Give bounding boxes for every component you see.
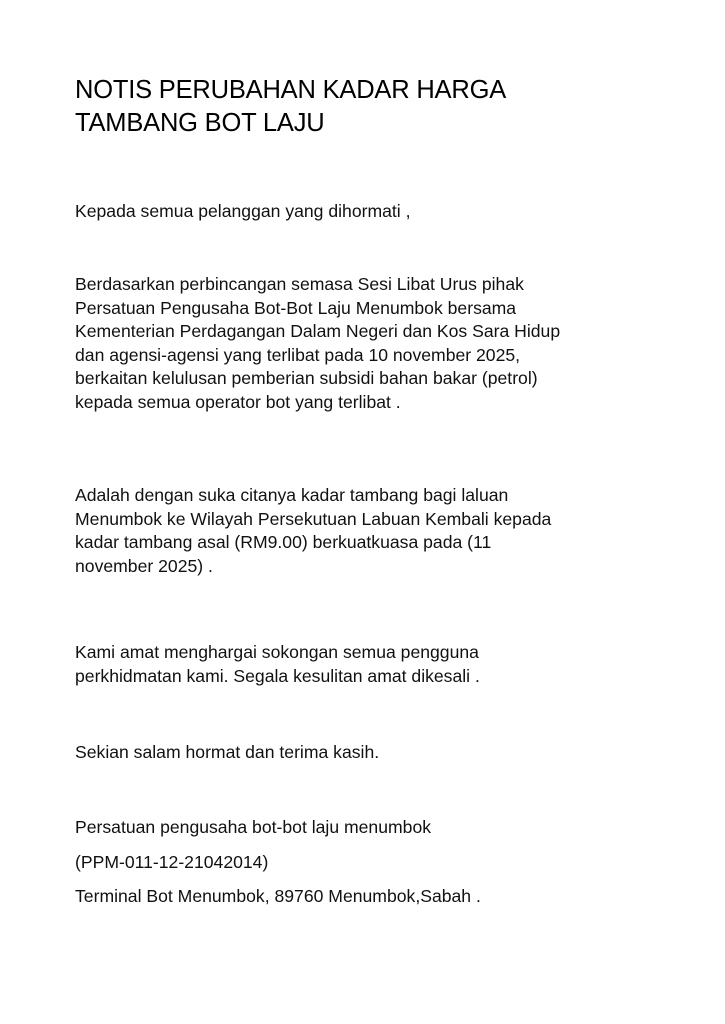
closing-text: Sekian salam hormat dan terima kasih. — [75, 742, 380, 762]
paragraph-line: dan agensi-agensi yang terlibat pada 10 november 2025, — [75, 344, 521, 365]
paragraph-line: Kementerian Perdagangan Dalam Negeri dan Kos Sara Hidup — [75, 321, 561, 341]
notice-title-line-2: TAMBANG BOT LAJU — [75, 109, 325, 137]
paragraph-line: Berdasarkan perbincangan semasa Sesi Libat Urus pihak — [75, 274, 524, 294]
signature-organization: Persatuan pengusaha bot-bot laju menumbok — [75, 817, 432, 837]
paragraph-line: Persatuan Pengusaha Bot-Bot Laju Menumbok bersama — [75, 297, 517, 318]
paragraph-fare-change — [75, 484, 551, 578]
paragraph-line: Adalah dengan suka citanya kadar tambang bagi laluan — [75, 485, 509, 505]
signature-address: Terminal Bot Menumbok, 89760 Menumbok,Sabah . — [75, 886, 481, 906]
paragraph-line: kadar tambang asal (RM9.00) berkuatkuasa pada (11 — [75, 532, 492, 552]
paragraph-line: berkaitan kelulusan pemberian subsidi bahan bakar (petrol) — [75, 368, 538, 388]
paragraph-line: Kami amat menghargai sokongan semua pengguna — [75, 642, 479, 662]
notice-title-line-1: NOTIS PERUBAHAN KADAR HARGA — [75, 76, 507, 104]
greeting-text: Kepada semua pelanggan yang dihormati , — [75, 201, 411, 221]
paragraph-line: kepada semua operator bot yang terlibat . — [75, 391, 401, 412]
signature-block — [75, 814, 481, 918]
notice-title — [75, 74, 685, 140]
paragraph-line: perkhidmatan kami. Segala kesulitan amat dikesali . — [75, 665, 480, 686]
paragraph-appreciation — [75, 641, 480, 688]
paragraph-discussion — [75, 273, 560, 414]
paragraph-line: Menumbok ke Wilayah Persekutuan Labuan Kembali kepada — [75, 508, 552, 529]
paragraph-line: november 2025) . — [75, 555, 213, 576]
signature-registration: (PPM-011-12-21042014) — [75, 851, 269, 872]
